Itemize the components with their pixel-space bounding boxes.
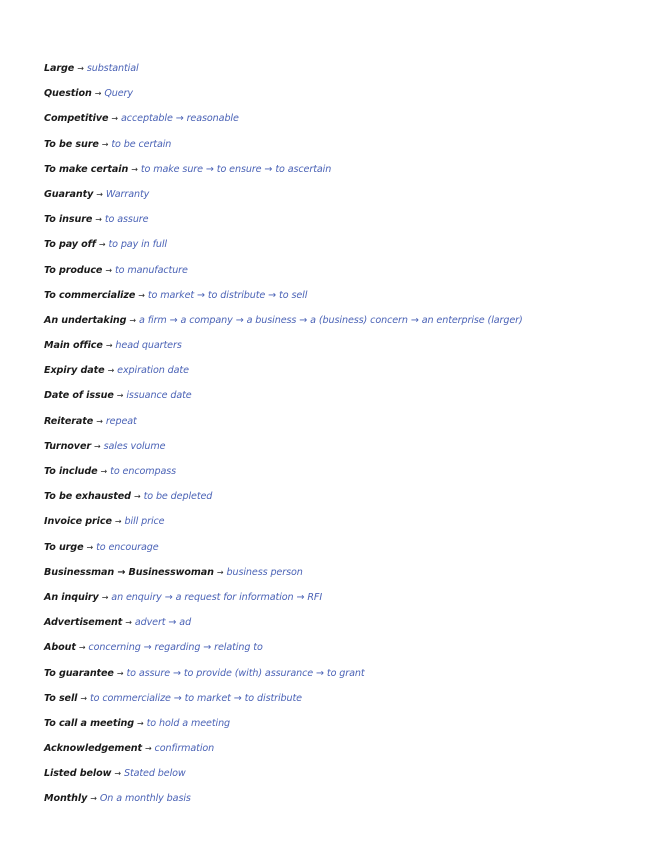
vocab-entry [44,464,644,489]
vocab-entry [44,590,644,615]
vocab-synonyms: advert → ad [134,617,192,629]
vocab-entry [44,187,644,212]
arrow-right-icon: → [114,769,121,779]
arrow-right-icon: → [125,618,132,628]
vocab-synonyms: acceptable → reasonable [121,113,239,125]
vocab-synonyms: a firm → a company → a business → a (business) concern → an enterprise (larger) [139,314,523,326]
vocab-term: Advertisement [44,617,123,629]
vocab-synonyms: to make sure → to ensure → to ascertain [140,163,332,175]
arrow-right-icon: → [93,441,101,451]
arrow-right-icon: → [133,492,141,502]
vocab-term: To commercialize [44,289,136,301]
vocab-entry [44,439,644,464]
vocab-entry [44,388,644,413]
vocab-entry [44,791,644,816]
vocab-synonyms: sales volume [103,440,166,452]
arrow-right-icon: → [107,366,115,376]
arrow-right-icon: → [80,693,87,703]
vocab-term: Main office [44,340,103,352]
vocab-synonyms: to be depleted [143,491,213,503]
arrow-right-icon: → [116,391,124,401]
vocab-entry [44,640,644,665]
vocab-entry [44,666,644,691]
vocab-term: About [44,642,76,654]
vocab-entry [44,691,644,716]
vocabulary-list [44,61,644,817]
vocab-synonyms: to assure [104,214,149,226]
vocab-synonyms: to encompass [110,466,177,477]
vocab-entry [44,414,644,439]
vocab-synonyms: Warranty [105,188,150,200]
vocab-entry [44,212,644,237]
arrow-right-icon: → [94,89,102,99]
arrow-right-icon: → [105,341,113,351]
vocab-synonyms: to be certain [111,138,172,150]
arrow-right-icon: → [129,315,136,325]
vocab-synonyms: repeat [105,415,137,427]
vocab-entry [44,363,644,388]
vocab-term: To be exhausted [44,491,131,503]
arrow-right-icon: → [101,139,109,149]
vocab-term: To produce [44,264,103,276]
vocab-term: To be sure [44,138,99,150]
vocab-term: To sell [44,692,78,704]
vocab-synonyms: expiration date [117,365,189,377]
vocab-entry [44,313,644,338]
vocab-term: To guarantee [44,667,114,679]
arrow-right-icon: → [96,189,103,199]
arrow-right-icon: → [101,592,109,602]
arrow-right-icon: → [116,668,124,678]
vocab-entry [44,489,644,514]
vocab-entry [44,61,644,86]
vocab-term: An inquiry [44,591,99,603]
vocab-term: Expiry date [44,365,105,377]
vocab-synonyms: to assure → to provide (with) assurance → to grant [126,667,365,679]
vocab-synonyms: an enquiry → a request for information → RFI [111,591,323,603]
vocab-entry [44,741,644,766]
vocab-entry [44,137,644,162]
vocab-entry [44,111,644,136]
arrow-right-icon: → [111,114,119,124]
vocab-entry [44,338,644,363]
vocab-term: To insure [44,214,93,226]
vocab-term: Acknowledgement [44,743,142,755]
vocab-term: Monthly [44,793,88,805]
vocab-term: Date of issue [44,390,114,402]
arrow-right-icon: → [138,290,145,300]
vocab-synonyms: confirmation [154,743,215,755]
arrow-right-icon: → [100,467,108,476]
vocab-synonyms: business person [226,566,303,578]
vocab-term: Businessman → Businesswoman [44,566,214,578]
vocab-entry [44,615,644,640]
vocab-synonyms: to market → to distribute → to sell [147,289,308,301]
vocab-synonyms: to pay in full [108,239,167,251]
vocab-term: To make certain [44,163,129,175]
vocab-term: Listed below [44,768,112,780]
arrow-right-icon: → [96,416,103,426]
arrow-right-icon: → [95,215,102,225]
vocab-synonyms: to manufacture [114,264,188,276]
vocab-term: To pay off [44,239,96,251]
vocab-synonyms: substantial [86,63,139,74]
vocab-synonyms: concerning → regarding → relating to [88,642,263,654]
vocab-term: Guaranty [44,188,94,200]
vocab-term: Competitive [44,113,109,125]
arrow-right-icon: → [105,265,112,275]
vocab-term: To urge [44,541,84,553]
arrow-right-icon: → [137,718,144,728]
arrow-right-icon: → [144,744,152,754]
vocab-term: Reiterate [44,415,94,427]
vocab-term: Large [44,63,75,74]
arrow-right-icon: → [114,517,122,527]
arrow-right-icon: → [90,794,97,804]
vocab-term: Question [44,88,92,100]
vocab-entry [44,565,644,590]
vocab-synonyms: issuance date [126,390,192,402]
arrow-right-icon: → [216,567,224,577]
vocab-entry [44,237,644,262]
arrow-right-icon: → [78,643,86,653]
arrow-right-icon: → [98,240,106,250]
vocab-synonyms: to hold a meeting [146,717,231,729]
vocab-term: To call a meeting [44,717,135,729]
vocab-entry [44,540,644,565]
vocab-entry [44,288,644,313]
arrow-right-icon: → [86,542,94,552]
vocab-synonyms: to encourage [96,541,159,553]
vocab-entry [44,263,644,288]
vocab-synonyms: Stated below [123,768,186,780]
vocab-entry [44,766,644,791]
arrow-right-icon: → [131,164,138,174]
vocab-term: Turnover [44,440,91,452]
vocab-synonyms: On a monthly basis [99,793,191,805]
vocab-term: To include [44,466,98,477]
vocab-entry [44,716,644,741]
vocab-synonyms: bill price [124,516,165,528]
vocab-entry [44,162,644,187]
vocab-term: An undertaking [44,314,127,326]
vocab-synonyms: Query [104,88,133,100]
vocab-synonyms: to commercialize → to market → to distribute [89,692,302,704]
vocab-entry [44,86,644,111]
vocab-term: Invoice price [44,516,112,528]
arrow-right-icon: → [77,64,84,73]
vocab-synonyms: head quarters [115,340,182,352]
vocab-entry [44,514,644,539]
